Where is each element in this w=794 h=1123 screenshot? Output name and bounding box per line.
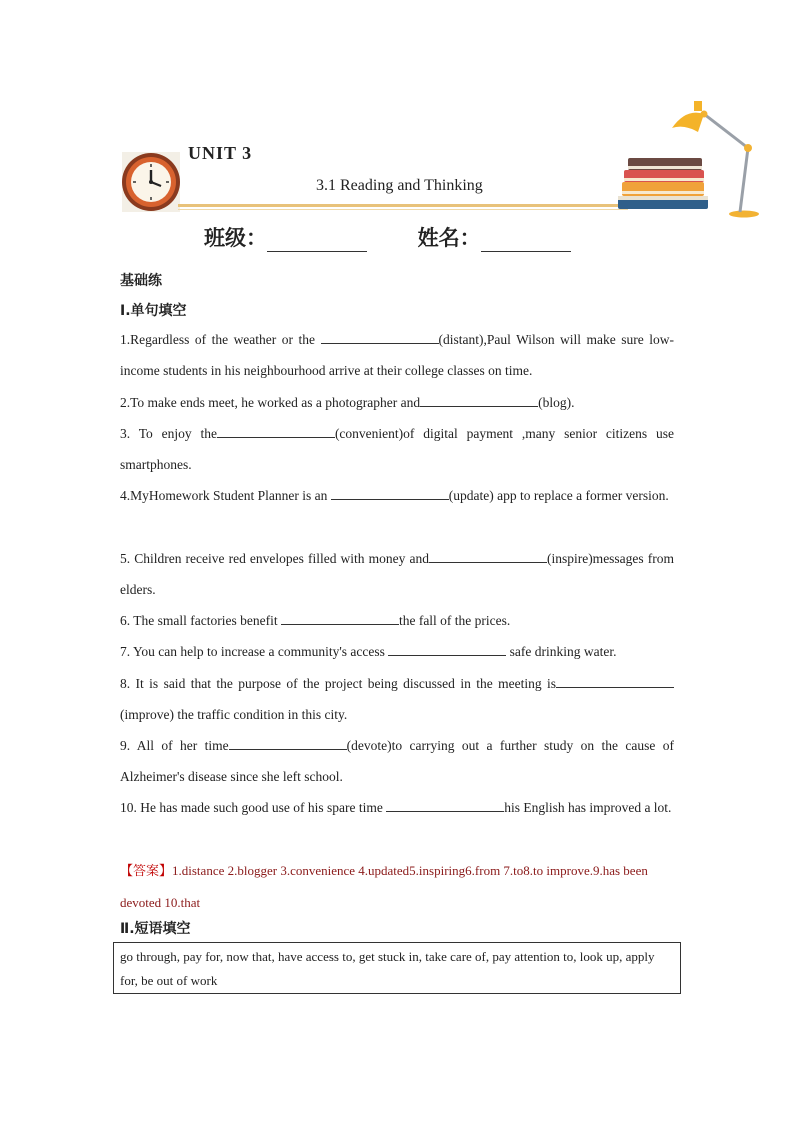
header-divider-thin	[178, 209, 628, 210]
lamp-books-illustration	[612, 98, 760, 222]
name-label: 姓名：	[417, 226, 481, 250]
answer-blank[interactable]	[386, 797, 504, 812]
question-8: 8. It is said that the purpose of the project being discussed in the meeting is(improve) the traffic condition in this city.	[120, 668, 674, 730]
part1-title: Ⅰ.单句填空	[120, 303, 187, 319]
class-field[interactable]	[267, 231, 367, 252]
answer-tag: 【答案】	[120, 864, 173, 879]
question-6: 6. The small factories benefit the fall of the prices.	[120, 605, 674, 636]
clock-icon	[118, 150, 184, 214]
answer-blank[interactable]	[229, 735, 347, 750]
answer-blank[interactable]	[281, 610, 399, 625]
part2-title: Ⅱ.短语填空	[120, 921, 191, 937]
class-label: 班级：	[204, 226, 267, 250]
answer-blank[interactable]	[429, 548, 547, 563]
answer-blank[interactable]	[556, 673, 674, 688]
answer-blank[interactable]	[331, 485, 449, 500]
question-1: 1.Regardless of the weather or the (distant),Paul Wilson will make sure low-income students in his neighbourhood arrive at their college classes on time.	[120, 324, 674, 386]
answer-blank[interactable]	[217, 423, 335, 438]
answer-key	[120, 855, 680, 918]
header-divider	[178, 204, 628, 207]
question-7: 7. You can help to increase a community's access safe drinking water.	[120, 636, 674, 667]
question-10: 10. He has made such good use of his spare time his English has improved a lot.	[120, 792, 674, 823]
student-info-row	[204, 222, 571, 252]
question-5: 5. Children receive red envelopes filled with money and (inspire)messages from elders.	[120, 543, 674, 605]
answer-blank[interactable]	[388, 641, 506, 656]
section-basic: 基础练	[120, 273, 162, 289]
unit-title: UNIT 3	[188, 143, 253, 163]
phrase-bank-box	[113, 942, 681, 994]
question-2: 2.To make ends meet, he worked as a photographer and (blog).	[120, 387, 674, 418]
answer-blank[interactable]	[420, 392, 538, 407]
question-9: 9. All of her time (devote)to carrying out a further study on the cause of Alzheimer's disease since she left school.	[120, 730, 674, 792]
lesson-title: 3.1 Reading and Thinking	[316, 177, 483, 194]
answer-blank[interactable]	[321, 329, 439, 344]
name-field[interactable]	[481, 231, 571, 252]
question-4: 4.MyHomework Student Planner is an (update) app to replace a former version.	[120, 480, 674, 511]
answer-text: 1.distance 2.blogger 3.convenience 4.updated5.inspiring6.from 7.to8.to improve.9.has been devoted 10.that	[120, 863, 648, 910]
phrase-bank-text: go through, pay for, now that, have access to, get stuck in, take care of, pay attention to, look up, apply for, be out of work	[120, 949, 655, 988]
question-3: 3. To enjoy the (convenient)of digital payment ,many senior citizens use smartphones.	[120, 418, 674, 480]
